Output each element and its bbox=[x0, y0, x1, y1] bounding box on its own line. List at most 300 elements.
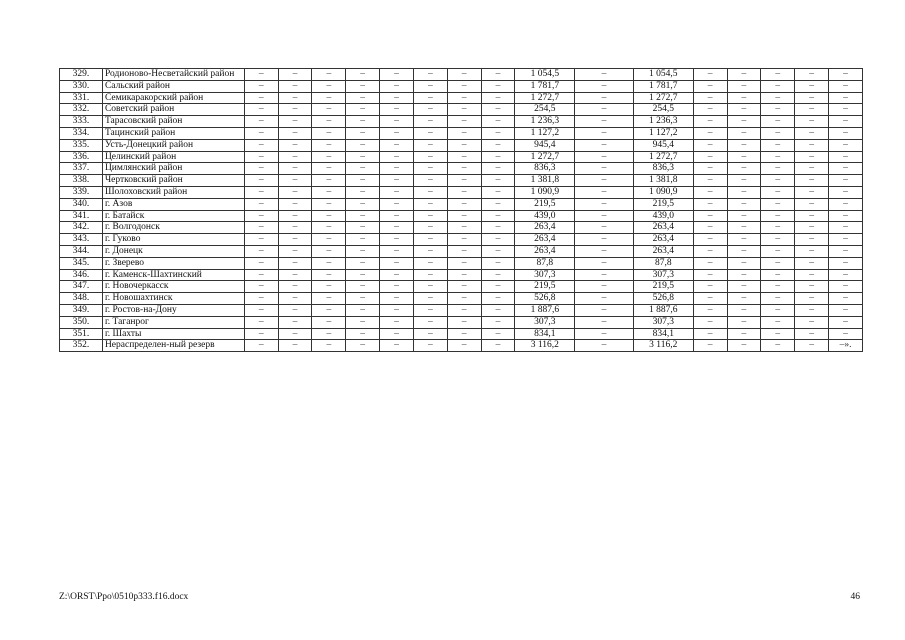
table-row bbox=[60, 139, 863, 151]
table-cell: – bbox=[380, 69, 414, 81]
table-cell: – bbox=[312, 210, 346, 222]
row-name: г. Донецк bbox=[102, 245, 244, 257]
table-cell: 945,4 bbox=[515, 139, 575, 151]
table-cell: – bbox=[575, 222, 634, 234]
table-cell: – bbox=[278, 69, 312, 81]
table-cell: – bbox=[795, 163, 829, 175]
table-cell: – bbox=[346, 222, 380, 234]
table-cell: – bbox=[244, 316, 278, 328]
table-cell: – bbox=[380, 151, 414, 163]
table-cell: – bbox=[447, 186, 481, 198]
table-cell: – bbox=[346, 340, 380, 352]
row-name: Целинский район bbox=[102, 151, 244, 163]
table-row bbox=[60, 80, 863, 92]
table-cell: – bbox=[481, 304, 515, 316]
table-cell: – bbox=[795, 269, 829, 281]
table-cell: 1 381,8 bbox=[633, 175, 693, 187]
table-cell: – bbox=[447, 222, 481, 234]
table-cell: – bbox=[761, 340, 795, 352]
table-cell: – bbox=[278, 328, 312, 340]
table-cell: – bbox=[346, 139, 380, 151]
table-cell: – bbox=[693, 210, 727, 222]
table-cell: – bbox=[761, 257, 795, 269]
table-cell: – bbox=[312, 222, 346, 234]
table-cell: – bbox=[380, 127, 414, 139]
table-cell: – bbox=[727, 104, 761, 116]
table-cell: – bbox=[795, 151, 829, 163]
row-number: 335. bbox=[60, 139, 103, 151]
table-cell: – bbox=[447, 151, 481, 163]
table-cell: 87,8 bbox=[633, 257, 693, 269]
table-cell: – bbox=[829, 316, 863, 328]
table-cell: – bbox=[693, 116, 727, 128]
row-name: г. Новошахтинск bbox=[102, 293, 244, 305]
table-cell: 1 272,7 bbox=[633, 92, 693, 104]
table-cell: – bbox=[244, 69, 278, 81]
table-cell: – bbox=[278, 257, 312, 269]
row-name: Нераспределен-ный резерв bbox=[102, 340, 244, 352]
table-row bbox=[60, 316, 863, 328]
table-cell: – bbox=[727, 316, 761, 328]
row-name: г. Каменск-Шахтинский bbox=[102, 269, 244, 281]
table-cell: – bbox=[278, 210, 312, 222]
table-cell: – bbox=[278, 116, 312, 128]
row-name: г. Таганрог bbox=[102, 316, 244, 328]
table-cell: – bbox=[727, 293, 761, 305]
table-cell: – bbox=[761, 293, 795, 305]
table-cell: – bbox=[761, 69, 795, 81]
table-cell: – bbox=[829, 210, 863, 222]
table-cell: – bbox=[346, 116, 380, 128]
table-cell: – bbox=[795, 257, 829, 269]
table-cell: 1 127,2 bbox=[633, 127, 693, 139]
table-cell: – bbox=[244, 340, 278, 352]
table-cell: – bbox=[795, 245, 829, 257]
table-cell: – bbox=[380, 198, 414, 210]
table-cell: – bbox=[312, 281, 346, 293]
table-cell: 1 887,6 bbox=[633, 304, 693, 316]
table-cell: – bbox=[413, 198, 447, 210]
table-cell: – bbox=[413, 257, 447, 269]
table-cell: – bbox=[380, 234, 414, 246]
row-number: 337. bbox=[60, 163, 103, 175]
table-cell: – bbox=[346, 269, 380, 281]
table-cell: – bbox=[278, 127, 312, 139]
table-cell: – bbox=[795, 234, 829, 246]
row-number: 344. bbox=[60, 245, 103, 257]
table-cell: – bbox=[244, 257, 278, 269]
row-name: Чертковский район bbox=[102, 175, 244, 187]
table-cell: – bbox=[795, 139, 829, 151]
table-cell: – bbox=[727, 116, 761, 128]
table-cell: – bbox=[727, 69, 761, 81]
table-cell: – bbox=[413, 186, 447, 198]
table-cell: – bbox=[278, 186, 312, 198]
row-name: Тацинский район bbox=[102, 127, 244, 139]
row-name: Усть-Донецкий район bbox=[102, 139, 244, 151]
table-cell: – bbox=[278, 222, 312, 234]
table-cell: – bbox=[575, 163, 634, 175]
table-cell: – bbox=[278, 92, 312, 104]
table-cell: – bbox=[346, 92, 380, 104]
table-cell: – bbox=[829, 269, 863, 281]
row-number: 347. bbox=[60, 281, 103, 293]
table-cell: – bbox=[346, 328, 380, 340]
row-number: 333. bbox=[60, 116, 103, 128]
table-cell: – bbox=[727, 257, 761, 269]
table-cell: – bbox=[312, 163, 346, 175]
table-cell: – bbox=[413, 175, 447, 187]
row-number: 340. bbox=[60, 198, 103, 210]
table-row bbox=[60, 257, 863, 269]
table-cell: – bbox=[575, 245, 634, 257]
table-cell: – bbox=[244, 116, 278, 128]
row-number: 342. bbox=[60, 222, 103, 234]
table-cell: 219,5 bbox=[633, 281, 693, 293]
row-name: Тарасовский район bbox=[102, 116, 244, 128]
table-cell: – bbox=[795, 281, 829, 293]
table-cell: – bbox=[575, 340, 634, 352]
row-number: 338. bbox=[60, 175, 103, 187]
table-cell: – bbox=[447, 139, 481, 151]
table-cell: – bbox=[693, 198, 727, 210]
table-cell: –». bbox=[829, 340, 863, 352]
table-cell: – bbox=[380, 139, 414, 151]
table-cell: – bbox=[761, 151, 795, 163]
table-cell: – bbox=[829, 245, 863, 257]
table-cell: – bbox=[447, 80, 481, 92]
table-cell: – bbox=[346, 198, 380, 210]
table-cell: – bbox=[413, 210, 447, 222]
table-cell: 254,5 bbox=[633, 104, 693, 116]
table-cell: – bbox=[413, 104, 447, 116]
table-cell: – bbox=[693, 92, 727, 104]
table-cell: – bbox=[278, 234, 312, 246]
table-cell: – bbox=[244, 304, 278, 316]
row-name: Советский район bbox=[102, 104, 244, 116]
table-cell: – bbox=[346, 281, 380, 293]
row-number: 332. bbox=[60, 104, 103, 116]
table-cell: – bbox=[380, 80, 414, 92]
table-cell: 1 236,3 bbox=[633, 116, 693, 128]
table-cell: – bbox=[346, 69, 380, 81]
table-cell: – bbox=[761, 175, 795, 187]
table-cell: – bbox=[795, 316, 829, 328]
table-cell: – bbox=[413, 69, 447, 81]
table-cell: – bbox=[829, 222, 863, 234]
table-cell: – bbox=[761, 80, 795, 92]
table-cell: – bbox=[575, 316, 634, 328]
table-cell: – bbox=[829, 80, 863, 92]
table-cell: – bbox=[575, 304, 634, 316]
table-cell: – bbox=[346, 257, 380, 269]
table-row bbox=[60, 186, 863, 198]
table-cell: – bbox=[312, 245, 346, 257]
table-cell: – bbox=[575, 151, 634, 163]
table-cell: – bbox=[380, 328, 414, 340]
table-cell: – bbox=[447, 316, 481, 328]
table-cell: – bbox=[244, 139, 278, 151]
table-cell: – bbox=[693, 222, 727, 234]
table-cell: – bbox=[693, 80, 727, 92]
table-cell: – bbox=[380, 186, 414, 198]
table-cell: – bbox=[447, 127, 481, 139]
row-number: 341. bbox=[60, 210, 103, 222]
table-cell: – bbox=[346, 304, 380, 316]
table-cell: – bbox=[829, 175, 863, 187]
table-cell: – bbox=[312, 92, 346, 104]
table-cell: – bbox=[481, 281, 515, 293]
table-cell: – bbox=[244, 186, 278, 198]
table-cell: – bbox=[481, 245, 515, 257]
table-cell: 1 127,2 bbox=[515, 127, 575, 139]
table-cell: – bbox=[481, 80, 515, 92]
row-number: 350. bbox=[60, 316, 103, 328]
table-row bbox=[60, 151, 863, 163]
table-cell: – bbox=[380, 116, 414, 128]
row-number: 329. bbox=[60, 69, 103, 81]
table-cell: – bbox=[575, 281, 634, 293]
table-cell: 834,1 bbox=[515, 328, 575, 340]
table-cell: – bbox=[447, 210, 481, 222]
table-row bbox=[60, 293, 863, 305]
table-cell: – bbox=[413, 222, 447, 234]
table-cell: – bbox=[829, 328, 863, 340]
table-cell: – bbox=[693, 269, 727, 281]
table-cell: – bbox=[278, 198, 312, 210]
table-cell: – bbox=[761, 281, 795, 293]
table-cell: – bbox=[447, 281, 481, 293]
table-cell: – bbox=[278, 281, 312, 293]
table-cell: – bbox=[795, 92, 829, 104]
table-cell: 1 054,5 bbox=[633, 69, 693, 81]
table-cell: – bbox=[244, 328, 278, 340]
table-cell: – bbox=[693, 340, 727, 352]
row-number: 339. bbox=[60, 186, 103, 198]
table-cell: – bbox=[413, 80, 447, 92]
table-cell: – bbox=[244, 234, 278, 246]
table-cell: – bbox=[278, 151, 312, 163]
table-cell: – bbox=[761, 304, 795, 316]
table-cell: – bbox=[413, 151, 447, 163]
table-cell: – bbox=[693, 316, 727, 328]
table-row bbox=[60, 304, 863, 316]
table-cell: – bbox=[481, 139, 515, 151]
table-cell: – bbox=[829, 281, 863, 293]
table-cell: – bbox=[693, 175, 727, 187]
table-row bbox=[60, 104, 863, 116]
table-cell: – bbox=[380, 257, 414, 269]
table-cell: 219,5 bbox=[515, 198, 575, 210]
table-cell: 439,0 bbox=[633, 210, 693, 222]
table-cell: 307,3 bbox=[515, 269, 575, 281]
table-cell: – bbox=[278, 340, 312, 352]
table-cell: – bbox=[278, 139, 312, 151]
table-cell: – bbox=[575, 328, 634, 340]
table-cell: 254,5 bbox=[515, 104, 575, 116]
table-cell: – bbox=[278, 269, 312, 281]
table-cell: – bbox=[346, 293, 380, 305]
table-row bbox=[60, 269, 863, 281]
table-cell: – bbox=[795, 198, 829, 210]
table-cell: 263,4 bbox=[515, 245, 575, 257]
row-number: 349. bbox=[60, 304, 103, 316]
row-name: г. Ростов-на-Дону bbox=[102, 304, 244, 316]
table-cell: – bbox=[829, 198, 863, 210]
table-cell: – bbox=[447, 104, 481, 116]
table-cell: – bbox=[481, 163, 515, 175]
row-name: г. Батайск bbox=[102, 210, 244, 222]
table-cell: – bbox=[727, 198, 761, 210]
table-cell: – bbox=[761, 269, 795, 281]
row-number: 348. bbox=[60, 293, 103, 305]
table-cell: – bbox=[413, 163, 447, 175]
table-cell: – bbox=[727, 340, 761, 352]
table-cell: – bbox=[346, 316, 380, 328]
table-cell: – bbox=[413, 116, 447, 128]
table-cell: – bbox=[244, 151, 278, 163]
page-number: 46 bbox=[850, 592, 860, 602]
table-cell: 219,5 bbox=[515, 281, 575, 293]
table-cell: – bbox=[761, 127, 795, 139]
row-number: 352. bbox=[60, 340, 103, 352]
table-cell: – bbox=[380, 104, 414, 116]
table-cell: – bbox=[312, 186, 346, 198]
table-cell: – bbox=[575, 116, 634, 128]
table-cell: – bbox=[312, 293, 346, 305]
table-cell: – bbox=[829, 104, 863, 116]
table-cell: – bbox=[312, 234, 346, 246]
table-cell: – bbox=[727, 80, 761, 92]
row-name: г. Шахты bbox=[102, 328, 244, 340]
table-cell: 526,8 bbox=[633, 293, 693, 305]
table-cell: – bbox=[447, 116, 481, 128]
table-cell: – bbox=[761, 210, 795, 222]
table-cell: – bbox=[575, 69, 634, 81]
row-name: г. Зверево bbox=[102, 257, 244, 269]
table-cell: – bbox=[575, 92, 634, 104]
table-cell: – bbox=[380, 269, 414, 281]
table-cell: – bbox=[575, 198, 634, 210]
table-cell: – bbox=[447, 269, 481, 281]
table-cell: – bbox=[693, 69, 727, 81]
table-cell: – bbox=[312, 340, 346, 352]
table-cell: – bbox=[693, 245, 727, 257]
table-cell: – bbox=[346, 104, 380, 116]
table-cell: 1 236,3 bbox=[515, 116, 575, 128]
table-cell: – bbox=[312, 257, 346, 269]
table-cell: – bbox=[481, 293, 515, 305]
table-cell: – bbox=[413, 234, 447, 246]
table-cell: – bbox=[481, 92, 515, 104]
row-name: г. Новочеркасск bbox=[102, 281, 244, 293]
row-name: Шолоховский район bbox=[102, 186, 244, 198]
row-number: 343. bbox=[60, 234, 103, 246]
table-row bbox=[60, 328, 863, 340]
table-cell: – bbox=[795, 210, 829, 222]
table-cell: – bbox=[447, 198, 481, 210]
table-cell: – bbox=[380, 293, 414, 305]
table-cell: – bbox=[795, 175, 829, 187]
table-cell: – bbox=[244, 293, 278, 305]
table-cell: – bbox=[447, 163, 481, 175]
table-cell: – bbox=[795, 69, 829, 81]
table-cell: – bbox=[761, 139, 795, 151]
table-cell: – bbox=[380, 210, 414, 222]
table-cell: – bbox=[244, 269, 278, 281]
table-cell: – bbox=[727, 222, 761, 234]
table-cell: – bbox=[278, 304, 312, 316]
table-cell: 834,1 bbox=[633, 328, 693, 340]
table-cell: – bbox=[413, 139, 447, 151]
table-cell: – bbox=[693, 104, 727, 116]
table-cell: – bbox=[346, 210, 380, 222]
table-cell: – bbox=[795, 127, 829, 139]
table-cell: – bbox=[693, 127, 727, 139]
table-cell: – bbox=[346, 80, 380, 92]
row-number: 345. bbox=[60, 257, 103, 269]
table-cell: – bbox=[693, 234, 727, 246]
table-cell: – bbox=[244, 210, 278, 222]
row-number: 346. bbox=[60, 269, 103, 281]
table-cell: – bbox=[244, 80, 278, 92]
table-cell: – bbox=[727, 210, 761, 222]
table-cell: – bbox=[380, 304, 414, 316]
table-cell: – bbox=[244, 281, 278, 293]
table-cell: – bbox=[447, 293, 481, 305]
table-row bbox=[60, 116, 863, 128]
table-cell: – bbox=[727, 281, 761, 293]
table-cell: – bbox=[575, 257, 634, 269]
table-cell: 307,3 bbox=[633, 316, 693, 328]
table-cell: 1 272,7 bbox=[515, 151, 575, 163]
table-cell: – bbox=[346, 163, 380, 175]
table-cell: 526,8 bbox=[515, 293, 575, 305]
table-cell: – bbox=[346, 234, 380, 246]
table-cell: – bbox=[575, 80, 634, 92]
table-cell: – bbox=[727, 328, 761, 340]
table-cell: – bbox=[727, 245, 761, 257]
table-row bbox=[60, 92, 863, 104]
table-cell: 1 381,8 bbox=[515, 175, 575, 187]
table-cell: – bbox=[761, 163, 795, 175]
table-cell: – bbox=[727, 92, 761, 104]
table-cell: – bbox=[312, 116, 346, 128]
table-row bbox=[60, 175, 863, 187]
table-cell: – bbox=[575, 175, 634, 187]
table-cell: – bbox=[413, 269, 447, 281]
row-name: г. Азов bbox=[102, 198, 244, 210]
table-cell: – bbox=[244, 198, 278, 210]
row-number: 330. bbox=[60, 80, 103, 92]
table-cell: – bbox=[693, 186, 727, 198]
table-cell: – bbox=[481, 104, 515, 116]
table-cell: – bbox=[575, 234, 634, 246]
table-cell: – bbox=[727, 175, 761, 187]
table-cell: 439,0 bbox=[515, 210, 575, 222]
table-cell: – bbox=[575, 269, 634, 281]
table-cell: – bbox=[481, 269, 515, 281]
table-row bbox=[60, 281, 863, 293]
table-cell: – bbox=[761, 222, 795, 234]
table-cell: – bbox=[481, 151, 515, 163]
row-number: 334. bbox=[60, 127, 103, 139]
table-cell: – bbox=[312, 127, 346, 139]
table-cell: 1 272,7 bbox=[515, 92, 575, 104]
table-cell: 263,4 bbox=[633, 234, 693, 246]
table-cell: – bbox=[413, 293, 447, 305]
table-cell: – bbox=[829, 151, 863, 163]
